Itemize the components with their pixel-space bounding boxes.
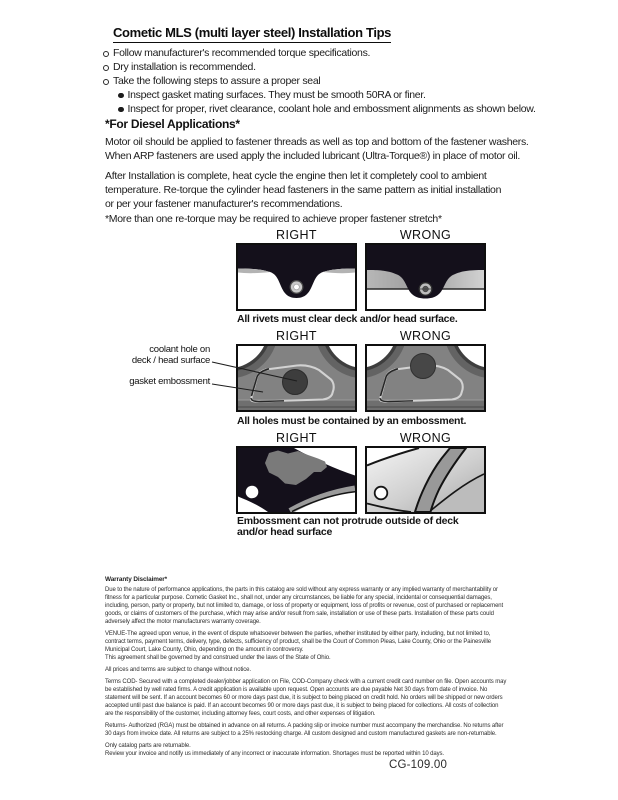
fig2-right-label: RIGHT: [276, 329, 317, 343]
installation-tips-list: [103, 46, 536, 116]
fig2-wrong-label: WRONG: [399, 329, 452, 343]
tip-item: [103, 74, 536, 88]
text-line: When ARP fasteners are used apply the included lubricant (Ultra-Torque®) in place of motor oil.: [105, 150, 521, 162]
text-line: Review your invoice and notify us immediately of any incorrect or inaccurate information. Shortages must be reported within 10 days.: [105, 751, 444, 757]
tip-text: Inspect for proper, rivet clearance, coolant hole and embossment alignments as shown below.: [127, 103, 536, 115]
tip-text: Inspect gasket mating surfaces. They must be smooth 50RA or finer.: [127, 89, 426, 101]
text-line: Municipal Court, Lake County, Ohio, depending on the amount in controversy.: [105, 647, 304, 653]
tip-text: Take the following steps to assure a proper seal: [113, 75, 321, 87]
tip-text: Follow manufacturer's recommended torque specifications.: [113, 47, 371, 59]
text-line: including, person, party or property, but not limited to, damage, or loss of property or equipment, loss of profits or revenue, cost of purchased or replacement: [105, 603, 504, 609]
bolt-hole-icon: [375, 487, 388, 500]
page-number: CG-109.00: [389, 759, 448, 771]
warranty-disclaimer-heading: Warranty Disclaimer*: [105, 576, 168, 583]
text-line: and/or head surface: [237, 526, 333, 538]
text-line: accepted until past due balance is paid. If an account becomes 90 or more days past due, it is subject to being placed for collections. All costs of collection: [105, 703, 499, 709]
coolant-hole-annotation: [90, 344, 210, 366]
motor-oil-paragraph: [105, 135, 529, 163]
returns-paragraph: [105, 722, 555, 738]
retorque-note: *More than one re-torque may be required to achieve proper fastener stretch*: [105, 213, 442, 225]
text-line: fitness for a particular purpose. Cometic Gasket Inc., shall not, under any circumstances, be liable for any special, incidental or consequential damages,: [105, 595, 492, 601]
annotation-leader-lines: [206, 355, 306, 400]
rivet-clearance-right-illustration: [238, 245, 355, 309]
text-line: are the responsibility of the customer, including attorney fees, court costs, and other expenses of litigation.: [105, 711, 376, 717]
tip-text: Dry installation is recommended.: [113, 61, 256, 73]
heat-cycle-paragraph: [105, 169, 501, 211]
coolant-hole-icon: [411, 354, 436, 379]
text-line: VENUE-The agreed upon venue, in the event of dispute whatsoever between the parties, whether instituted by either party, including, but not limited to,: [105, 631, 491, 637]
rivet-clearance-wrong-illustration: [367, 245, 484, 309]
fig1-wrong-panel: [365, 243, 486, 311]
text-line: contract terms, payment terms, delivery, type, defects, sufficiency of product, shall be the Court of Common Pleas, Lake County, Ohio or the Painesville: [105, 639, 491, 645]
text-line: adversely affect the motor manufacturers warranty coverage.: [105, 619, 261, 625]
open-circle-bullet-icon: [103, 65, 109, 71]
fig1-caption: All rivets must clear deck and/or head surface.: [237, 313, 458, 325]
terms-paragraph: [105, 678, 555, 718]
text-line: deck / head surface: [131, 355, 210, 366]
warranty-paragraph: [105, 586, 555, 626]
open-circle-bullet-icon: [103, 51, 109, 57]
text-line: be established by well rated firms. A credit application is available upon request. Open accounts are due payable Net 30 days from date of invoice. No: [105, 687, 488, 693]
text-line: temperature. Re-torque the cylinder head fasteners in the same pattern as initial installation: [105, 184, 502, 196]
fig2-wrong-panel: [365, 344, 486, 412]
diesel-applications-heading: *For Diesel Applications*: [105, 117, 240, 131]
text-line: coolant hole on: [149, 344, 210, 355]
text-line: or per your fastener manufacturer's recommendations.: [105, 198, 343, 210]
prices-paragraph: All prices and terms are subject to change without notice.: [105, 667, 251, 673]
catalog-returns-paragraph: [105, 742, 555, 758]
text-line: goods, or claims of customers of the purchase, which may arise and/or result from sale, installation or use of these parts. Installation of these parts could: [105, 611, 494, 617]
bolt-hole-icon: [246, 486, 259, 499]
page-title: Cometic MLS (multi layer steel) Installation Tips: [113, 25, 391, 43]
text-line: Terms COD- Secured with a completed dealer/jobber application on File, COD-Company check with a current credit card number on file. Open accounts may: [105, 679, 507, 685]
text-line: Due to the nature of performance applications, the parts in this catalog are sold without any express warranty or any implied warranty of merchantability or: [105, 587, 498, 593]
text-line: statement will be sent. If an account becomes 60 or more days past due, it is subject to being placed on credit hold. No orders will be shipped or new orders: [105, 695, 503, 701]
fig3-wrong-panel: [365, 446, 486, 514]
open-circle-bullet-icon: [103, 79, 109, 85]
text-line: Only catalog parts are returnable.: [105, 743, 191, 749]
text-line: This agreement shall be governed by and construed under the laws of the State of Ohio.: [105, 655, 331, 661]
embossment-right-illustration: [238, 448, 355, 512]
fig2-caption: All holes must be contained by an embossment.: [237, 415, 467, 427]
venue-paragraph: [105, 630, 555, 662]
fig3-caption: [237, 516, 458, 538]
tip-item: [103, 46, 536, 60]
coolant-hole-wrong-illustration: [367, 346, 484, 410]
fig3-right-label: RIGHT: [276, 431, 317, 445]
text-line: Returns- Authorized (RGA) must be obtained in advance on all returns. A packing slip or invoice number must accompany the merchandise. No returns after: [105, 723, 504, 729]
fig1-right-panel: [236, 243, 357, 311]
solid-bullet-icon: [118, 107, 124, 113]
text-line: 30 days from invoice date. All returns are subject to a 25% restocking charge. All custom designed and custom manufactured gaskets are non-returnable.: [105, 731, 497, 737]
solid-bullet-icon: [118, 93, 124, 99]
text-line: Motor oil should be applied to fastener threads as well as top and bottom of the fastener washers.: [105, 136, 529, 148]
tip-sub-item: [118, 88, 536, 102]
text-line: After Installation is complete, heat cycle the engine then let it completely cool to ambient: [105, 170, 487, 182]
legal-section: [105, 576, 555, 762]
text-line: Embossment can not protrude outside of deck: [237, 515, 459, 527]
gasket-embossment-annotation: gasket embossment: [129, 376, 210, 387]
fig1-wrong-label: WRONG: [399, 228, 452, 242]
fig1-right-label: RIGHT: [276, 228, 317, 242]
tip-sub-item: [118, 102, 536, 116]
fig3-right-panel: [236, 446, 357, 514]
tip-item: [103, 60, 536, 74]
embossment-wrong-illustration: [367, 448, 484, 512]
fig3-wrong-label: WRONG: [399, 431, 452, 445]
